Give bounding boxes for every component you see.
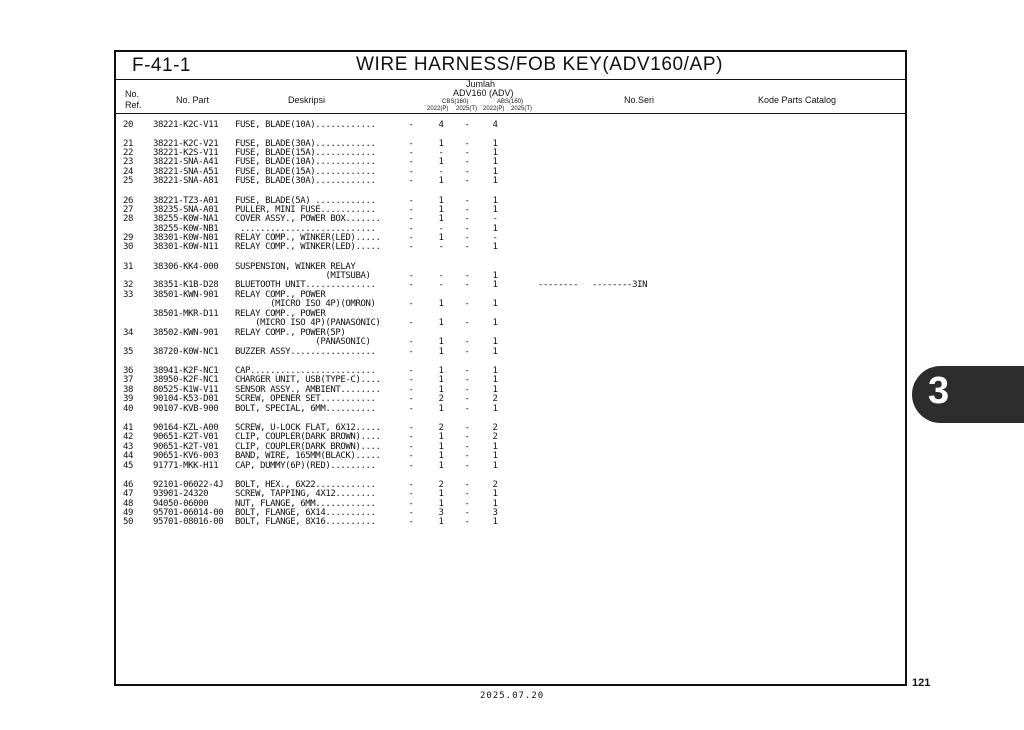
header-part: No. Part — [176, 95, 210, 105]
cell-ref: 20 — [123, 120, 134, 130]
cell-q1: - — [408, 442, 414, 452]
cell-part: 90651-K2T-V01 — [153, 442, 219, 452]
cell-desc: PULLER, MINI FUSE........... — [235, 205, 376, 215]
cell-desc: BOLT, FLANGE, 6X14.......... — [235, 508, 376, 518]
cell-part: 91771-MKK-H11 — [153, 461, 219, 471]
cell-q1: - — [408, 366, 414, 376]
cell-ref: 35 — [123, 347, 134, 357]
cell-ref: 42 — [123, 432, 134, 442]
cell-q1: - — [408, 120, 414, 130]
cell-s2: --------3IN — [592, 280, 648, 290]
cell-q2: 1 — [438, 196, 444, 206]
cell-q4: 1 — [492, 196, 498, 206]
cell-desc: RELAY COMP., POWER — [235, 309, 326, 319]
header-model: ADV160 (ADV) — [453, 88, 514, 98]
cell-desc: BLUETOOTH UNIT.............. — [235, 280, 376, 290]
cell-ref: 33 — [123, 290, 134, 300]
cell-q3: - — [464, 167, 470, 177]
cell-part: 38221-SNA-A81 — [153, 176, 219, 186]
cell-part: 95701-06014-00 — [153, 508, 224, 518]
cell-q3: - — [464, 157, 470, 167]
cell-q3: - — [464, 423, 470, 433]
cell-q3: - — [464, 299, 470, 309]
cell-q4: 1 — [492, 499, 498, 509]
cell-q4: 1 — [492, 148, 498, 158]
section-number: 3 — [928, 370, 950, 412]
cell-q1: - — [408, 242, 414, 252]
cell-desc: RELAY COMP., WINKER(LED)..... — [235, 233, 381, 243]
cell-q3: - — [464, 176, 470, 186]
cell-q4: 1 — [492, 205, 498, 215]
cell-q4: 1 — [492, 242, 498, 252]
cell-q2: 1 — [438, 451, 444, 461]
cell-q1: - — [408, 404, 414, 414]
cell-part: 38221-SNA-A41 — [153, 157, 219, 167]
cell-q3: - — [464, 271, 470, 281]
cell-desc: FUSE, BLADE(15A)............ — [235, 148, 376, 158]
cell-part: 38950-K2F-NC1 — [153, 375, 219, 385]
cell-q3: - — [464, 242, 470, 252]
cell-q1: - — [408, 205, 414, 215]
cell-ref: 25 — [123, 176, 134, 186]
cell-q1: - — [408, 480, 414, 490]
cell-part: 80525-K1W-V11 — [153, 385, 219, 395]
cell-part: 92101-06022-4J — [153, 480, 224, 490]
cell-q2: 1 — [438, 205, 444, 215]
cell-q1: - — [408, 489, 414, 499]
cell-q1: - — [408, 385, 414, 395]
cell-q2: 3 — [438, 508, 444, 518]
cell-ref: 27 — [123, 205, 134, 215]
cell-desc: CLIP, COUPLER(DARK BROWN).... — [235, 432, 381, 442]
cell-q3: - — [464, 489, 470, 499]
cell-q4: 1 — [492, 337, 498, 347]
cell-part: 38720-K0W-NC1 — [153, 347, 219, 357]
cell-q2: 1 — [438, 347, 444, 357]
cell-part: 38255-K0W-NB1 — [153, 224, 219, 234]
cell-desc: FUSE, BLADE(10A)............ — [235, 157, 376, 167]
cell-ref: 47 — [123, 489, 134, 499]
cell-q1: - — [408, 423, 414, 433]
cell-q2: 1 — [438, 139, 444, 149]
cell-desc: FUSE, BLADE(5A) ............ — [235, 196, 376, 206]
cell-desc: SUSPENSION, WINKER RELAY — [235, 262, 356, 272]
cell-desc: COVER ASSY., POWER BOX....... — [235, 214, 381, 224]
cell-desc: CHARGER UNIT, USB(TYPE-C).... — [235, 375, 381, 385]
cell-q4: 1 — [492, 442, 498, 452]
cell-q4: 2 — [492, 394, 498, 404]
cell-desc: (MICRO ISO 4P)(PANASONIC) — [235, 318, 381, 328]
cell-part: 38301-K0W-N01 — [153, 233, 219, 243]
cell-q2: 1 — [438, 214, 444, 224]
cell-q2: 2 — [438, 394, 444, 404]
cell-q4: 1 — [492, 299, 498, 309]
cell-q3: - — [464, 366, 470, 376]
header-abs: ABS(160) — [497, 99, 524, 105]
cell-q2: - — [438, 242, 444, 252]
cell-ref: 39 — [123, 394, 134, 404]
cell-q1: - — [408, 451, 414, 461]
cell-q4: 1 — [492, 224, 498, 234]
cell-q2: 1 — [438, 176, 444, 186]
cell-desc: BOLT, HEX., 6X22............ — [235, 480, 376, 490]
cell-ref: 31 — [123, 262, 134, 272]
page-number: 121 — [912, 677, 931, 689]
cell-q2: 1 — [438, 432, 444, 442]
cell-q2: 1 — [438, 233, 444, 243]
cell-ref: 38 — [123, 385, 134, 395]
cell-part: 38221-K2C-V11 — [153, 120, 219, 130]
cell-q4: 1 — [492, 489, 498, 499]
header-serial: No.Seri — [624, 95, 655, 105]
cell-q3: - — [464, 318, 470, 328]
cell-part: 38501-MKR-D11 — [153, 309, 219, 319]
cell-q4: 1 — [492, 280, 498, 290]
cell-q1: - — [408, 233, 414, 243]
cell-q3: - — [464, 148, 470, 158]
cell-part: 90104-K53-D01 — [153, 394, 219, 404]
cell-q2: 1 — [438, 499, 444, 509]
cell-q2: - — [438, 271, 444, 281]
header-year-2: 2025(T) — [456, 106, 478, 112]
cell-ref: 41 — [123, 423, 134, 433]
cell-desc: SCREW, U-LOCK FLAT, 6X12..... — [235, 423, 381, 433]
cell-q1: - — [408, 167, 414, 177]
cell-desc: CAP......................... — [235, 366, 376, 376]
cell-desc: CLIP, COUPLER(DARK BROWN).... — [235, 442, 381, 452]
cell-q1: - — [408, 299, 414, 309]
cell-q3: - — [464, 337, 470, 347]
cell-part: 95701-08016-00 — [153, 517, 224, 527]
cell-q4: 1 — [492, 385, 498, 395]
cell-desc: SENSOR ASSY., AMBIENT........ — [235, 385, 381, 395]
cell-desc: BOLT, SPECIAL, 6MM.......... — [235, 404, 376, 414]
cell-q1: - — [408, 318, 414, 328]
cell-part: 38351-K1B-D28 — [153, 280, 219, 290]
cell-ref: 30 — [123, 242, 134, 252]
cell-desc: SCREW, OPENER SET........... — [235, 394, 376, 404]
cell-ref: 50 — [123, 517, 134, 527]
cell-q2: 1 — [438, 489, 444, 499]
cell-q1: - — [408, 499, 414, 509]
cell-q1: - — [408, 214, 414, 224]
cell-q2: 1 — [438, 442, 444, 452]
cell-q1: - — [408, 196, 414, 206]
cell-part: 38941-K2F-NC1 — [153, 366, 219, 376]
cell-desc: CAP, DUMMY(6P)(RED)......... — [235, 461, 376, 471]
cell-q2: 1 — [438, 517, 444, 527]
cell-q3: - — [464, 214, 470, 224]
cell-part: 38221-SNA-A51 — [153, 167, 219, 177]
cell-q2: 1 — [438, 404, 444, 414]
cell-q2: 1 — [438, 299, 444, 309]
cell-ref: 32 — [123, 280, 134, 290]
cell-q2: 1 — [438, 385, 444, 395]
cell-part: 38502-KWN-901 — [153, 328, 219, 338]
cell-desc: RELAY COMP., POWER(5P) — [235, 328, 346, 338]
cell-q4: 1 — [492, 347, 498, 357]
cell-part: 38235-SNA-A01 — [153, 205, 219, 215]
cell-desc: RELAY COMP., WINKER(LED)..... — [235, 242, 381, 252]
cell-desc: FUSE, BLADE(30A)............ — [235, 176, 376, 186]
cell-ref: 46 — [123, 480, 134, 490]
cell-q1: - — [408, 517, 414, 527]
page-code: F-41-1 — [132, 55, 191, 76]
cell-q1: - — [408, 375, 414, 385]
cell-part: 38306-KK4-000 — [153, 262, 219, 272]
table-header — [116, 79, 905, 114]
cell-desc: (MITSUBA) — [235, 271, 371, 281]
cell-q3: - — [464, 196, 470, 206]
cell-desc: (MICRO ISO 4P)(OMRON) — [235, 299, 376, 309]
page-title: WIRE HARNESS/FOB KEY(ADV160/AP) — [356, 54, 724, 75]
cell-q2: 2 — [438, 423, 444, 433]
cell-q4: 1 — [492, 404, 498, 414]
cell-q3: - — [464, 451, 470, 461]
header-year-3: 2022(P) — [483, 106, 505, 112]
cell-q4: 1 — [492, 176, 498, 186]
cell-q3: - — [464, 508, 470, 518]
cell-q2: 1 — [438, 318, 444, 328]
cell-q3: - — [464, 442, 470, 452]
cell-part: 38301-K0W-N11 — [153, 242, 219, 252]
cell-q2: 2 — [438, 480, 444, 490]
cell-q4: 1 — [492, 139, 498, 149]
cell-q2: - — [438, 224, 444, 234]
cell-q3: - — [464, 480, 470, 490]
cell-desc: BAND, WIRE, 165MM(BLACK)..... — [235, 451, 381, 461]
cell-desc: BOLT, FLANGE, 8X16.......... — [235, 517, 376, 527]
cell-q1: - — [408, 461, 414, 471]
cell-q1: - — [408, 176, 414, 186]
cell-q1: - — [408, 337, 414, 347]
cell-desc: NUT, FLANGE, 6MM............ — [235, 499, 376, 509]
cell-q2: 1 — [438, 461, 444, 471]
cell-desc: FUSE, BLADE(15A)............ — [235, 167, 376, 177]
cell-q4: 1 — [492, 318, 498, 328]
cell-q4: 1 — [492, 167, 498, 177]
header-cbs: CBS(160) — [442, 99, 469, 105]
cell-q3: - — [464, 385, 470, 395]
cell-q4: - — [492, 233, 498, 243]
cell-q3: - — [464, 205, 470, 215]
cell-q1: - — [408, 224, 414, 234]
cell-ref: 29 — [123, 233, 134, 243]
cell-part: 38255-K0W-NA1 — [153, 214, 219, 224]
cell-q4: 3 — [492, 508, 498, 518]
cell-q4: 2 — [492, 480, 498, 490]
cell-q3: - — [464, 432, 470, 442]
title-bar — [116, 52, 905, 80]
cell-q2: 1 — [438, 157, 444, 167]
cell-q1: - — [408, 347, 414, 357]
cell-q3: - — [464, 404, 470, 414]
cell-part: 90651-KV6-003 — [153, 451, 219, 461]
cell-ref: 49 — [123, 508, 134, 518]
cell-q3: - — [464, 233, 470, 243]
cell-part: 38221-K2S-V11 — [153, 148, 219, 158]
cell-q3: - — [464, 224, 470, 234]
cell-q3: - — [464, 517, 470, 527]
cell-ref: 36 — [123, 366, 134, 376]
cell-ref: 26 — [123, 196, 134, 206]
header-description: Deskripsi — [288, 95, 326, 105]
cell-part: 90107-KVB-900 — [153, 404, 219, 414]
cell-part: 38221-K2C-V21 — [153, 139, 219, 149]
cell-part: 90164-KZL-A00 — [153, 423, 219, 433]
cell-q3: - — [464, 394, 470, 404]
cell-q3: - — [464, 280, 470, 290]
cell-q2: - — [438, 167, 444, 177]
cell-part: 38501-KWN-901 — [153, 290, 219, 300]
cell-part: 93901-24320 — [153, 489, 209, 499]
cell-desc: BUZZER ASSY................. — [235, 347, 376, 357]
cell-q4: 1 — [492, 366, 498, 376]
cell-ref: 28 — [123, 214, 134, 224]
print-date: 2025.07.20 — [480, 691, 545, 701]
cell-q4: 1 — [492, 517, 498, 527]
cell-q4: - — [492, 214, 498, 224]
cell-part: 38221-TZ3-A01 — [153, 196, 219, 206]
cell-q4: 1 — [492, 157, 498, 167]
cell-q2: 1 — [438, 337, 444, 347]
section-tab — [912, 366, 1024, 423]
cell-q4: 1 — [492, 271, 498, 281]
cell-q4: 2 — [492, 423, 498, 433]
cell-q2: 4 — [438, 120, 444, 130]
cell-ref: 34 — [123, 328, 134, 338]
header-jumlah: Jumlah — [466, 79, 496, 89]
cell-desc: SCREW, TAPPING, 4X12........ — [235, 489, 376, 499]
cell-ref: 21 — [123, 139, 134, 149]
cell-q1: - — [408, 280, 414, 290]
cell-part: 90651-K2T-V01 — [153, 432, 219, 442]
cell-q1: - — [408, 432, 414, 442]
cell-s1: -------- — [538, 280, 579, 290]
cell-desc: FUSE, BLADE(10A)............ — [235, 120, 376, 130]
cell-q3: - — [464, 461, 470, 471]
cell-ref: 44 — [123, 451, 134, 461]
cell-q4: 4 — [492, 120, 498, 130]
cell-q2: - — [438, 148, 444, 158]
cell-ref: 24 — [123, 167, 134, 177]
cell-q3: - — [464, 120, 470, 130]
cell-desc: FUSE, BLADE(30A)............ — [235, 139, 376, 149]
cell-q3: - — [464, 375, 470, 385]
cell-q1: - — [408, 394, 414, 404]
cell-q2: 1 — [438, 366, 444, 376]
catalog-frame — [114, 50, 907, 686]
cell-q3: - — [464, 499, 470, 509]
cell-q1: - — [408, 139, 414, 149]
cell-q1: - — [408, 148, 414, 158]
header-no: No. — [125, 89, 140, 99]
cell-q1: - — [408, 157, 414, 167]
cell-desc: (PANASONIC) — [235, 337, 371, 347]
cell-q4: 2 — [492, 432, 498, 442]
cell-q2: 1 — [438, 375, 444, 385]
cell-ref: 40 — [123, 404, 134, 414]
cell-ref: 48 — [123, 499, 134, 509]
cell-desc: ........................... — [235, 224, 376, 234]
header-ref: Ref. — [125, 100, 142, 110]
cell-ref: 23 — [123, 157, 134, 167]
cell-q3: - — [464, 347, 470, 357]
cell-q2: - — [438, 280, 444, 290]
cell-part: 94050-06000 — [153, 499, 209, 509]
cell-q3: - — [464, 139, 470, 149]
header-catalog: Kode Parts Catalog — [758, 95, 837, 105]
cell-ref: 37 — [123, 375, 134, 385]
header-year-4: 2025(T) — [511, 106, 533, 112]
cell-desc: RELAY COMP., POWER — [235, 290, 326, 300]
cell-q4: 1 — [492, 375, 498, 385]
cell-q1: - — [408, 508, 414, 518]
cell-q1: - — [408, 271, 414, 281]
cell-q4: 1 — [492, 461, 498, 471]
cell-ref: 43 — [123, 442, 134, 452]
header-year-1: 2022(P) — [427, 106, 449, 112]
cell-q4: 1 — [492, 451, 498, 461]
cell-ref: 22 — [123, 148, 134, 158]
cell-ref: 45 — [123, 461, 134, 471]
